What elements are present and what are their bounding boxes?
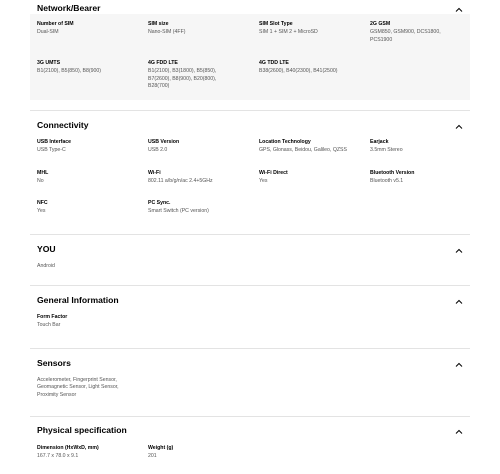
- spec-value: Bluetooth v5.1: [370, 178, 404, 185]
- divider: [30, 348, 470, 349]
- section-title: Network/Bearer: [37, 3, 101, 13]
- spec-label: USB Interface: [37, 139, 72, 145]
- spec-value-line: Proximity Sensor: [37, 391, 77, 398]
- spec-label: Location Technology: [259, 139, 311, 145]
- spec-label: 4G TDD LTE: [259, 60, 289, 66]
- divider: [30, 234, 470, 235]
- divider: [30, 416, 470, 417]
- spec-value: GSM850, GSM900, DCS1800,: [370, 29, 441, 36]
- spec-label: Dimension (HxWxD, mm): [37, 445, 99, 451]
- spec-item: [148, 445, 173, 461]
- spec-item: [370, 139, 403, 155]
- spec-value: Smart Switch (PC version): [148, 208, 209, 215]
- chevron-up-icon[interactable]: [454, 297, 464, 307]
- section-header-network[interactable]: [30, 3, 470, 19]
- chevron-up-icon[interactable]: [454, 5, 464, 15]
- section-header-physical[interactable]: [30, 425, 470, 441]
- section-title: General Information: [37, 295, 119, 305]
- spec-item: [37, 377, 119, 399]
- section-header-general[interactable]: [30, 295, 470, 311]
- spec-value-line: B7(2600), B8(900), B20(800),: [148, 75, 217, 82]
- section-network: [30, 3, 470, 19]
- spec-value: B1(2100), B3(1800), B5(850),: [148, 68, 217, 75]
- spec-item: [259, 139, 347, 155]
- section-header-sensors[interactable]: [30, 358, 470, 374]
- spec-item: [37, 170, 48, 186]
- section-physical: [30, 425, 470, 441]
- spec-label: SIM Slot Type: [259, 21, 293, 27]
- spec-label: SIM size: [148, 21, 169, 27]
- spec-item: [370, 170, 414, 186]
- spec-value: 167.7 x 78.0 x 9.1: [37, 453, 79, 460]
- chevron-up-icon[interactable]: [454, 427, 464, 437]
- spec-item: [37, 200, 48, 216]
- spec-item: [370, 21, 441, 44]
- section-you: [30, 244, 470, 260]
- spec-label: USB Version: [148, 139, 180, 145]
- spec-value-line: PCS1900: [370, 36, 393, 43]
- divider: [30, 110, 470, 111]
- spec-item: [259, 170, 288, 186]
- spec-label: Form Factor: [37, 314, 68, 320]
- spec-value: GPS, Glonass, Beidou, Galileo, QZSS: [259, 147, 347, 154]
- spec-value: Yes: [37, 208, 46, 215]
- section-header-connectivity[interactable]: [30, 120, 470, 136]
- spec-label: MHL: [37, 170, 49, 176]
- spec-item: [37, 314, 67, 330]
- spec-value: 201: [148, 453, 157, 460]
- spec-value: No: [37, 178, 44, 185]
- spec-value: Dual-SIM: [37, 29, 59, 36]
- section-general: [30, 295, 470, 311]
- section-connectivity: [30, 120, 470, 136]
- divider: [30, 285, 470, 286]
- spec-label: NFC: [37, 200, 48, 206]
- spec-value: B38(2600), B40(2300), B41(2500): [259, 68, 338, 75]
- spec-item: [37, 60, 101, 76]
- spec-value: Nano-SIM (4FF): [148, 29, 186, 36]
- spec-value: USB 2.0: [148, 147, 168, 154]
- spec-label: Weight (g): [148, 445, 174, 451]
- spec-value: 3.5mm Stereo: [370, 147, 403, 154]
- spec-item: [148, 60, 216, 91]
- spec-item: [259, 21, 318, 37]
- spec-item: [259, 60, 337, 76]
- chevron-up-icon[interactable]: [454, 122, 464, 132]
- spec-value: Yes: [259, 178, 268, 185]
- spec-label: PC Sync.: [148, 200, 171, 206]
- spec-item: [148, 200, 209, 216]
- spec-label: 2G GSM: [370, 21, 391, 27]
- chevron-up-icon[interactable]: [454, 360, 464, 370]
- section-title: YOU: [37, 244, 56, 254]
- chevron-up-icon[interactable]: [454, 246, 464, 256]
- spec-value-line: B28(700): [148, 83, 170, 90]
- spec-item: [148, 139, 179, 155]
- section-title: Physical specification: [37, 425, 127, 435]
- spec-value: B1(2100), B5(850), B8(900): [37, 68, 102, 75]
- spec-item: [37, 139, 71, 155]
- spec-item: [37, 21, 74, 37]
- section-sensors: [30, 358, 470, 374]
- spec-label: 3G UMTS: [37, 60, 61, 66]
- section-title: Connectivity: [37, 120, 89, 130]
- spec-label: Number of SIM: [37, 21, 74, 27]
- spec-value-line: Geomagnetic Sensor, Light Sensor,: [37, 384, 119, 391]
- spec-value: USB Type-C: [37, 147, 66, 154]
- spec-item: [37, 263, 55, 270]
- section-header-you[interactable]: [30, 244, 470, 260]
- section-title: Sensors: [37, 358, 71, 368]
- spec-item: [37, 445, 99, 461]
- spec-item: [148, 21, 185, 37]
- spec-label: Wi-Fi Direct: [259, 170, 288, 176]
- spec-value: Touch Bar: [37, 322, 61, 329]
- spec-label: Bluetooth Version: [370, 170, 415, 176]
- spec-value-line: Accelerometer, Fingerprint Sensor,: [37, 377, 117, 383]
- spec-value: Android: [37, 263, 55, 269]
- spec-value: SIM 1 + SIM 2 + MicroSD: [259, 29, 318, 36]
- spec-label: Earjack: [370, 139, 389, 145]
- spec-label: 4G FDD LTE: [148, 60, 178, 66]
- spec-value: 802.11 a/b/g/n/ac 2.4+5GHz: [148, 178, 213, 185]
- spec-item: [148, 170, 213, 186]
- spec-label: Wi-Fi: [148, 170, 161, 176]
